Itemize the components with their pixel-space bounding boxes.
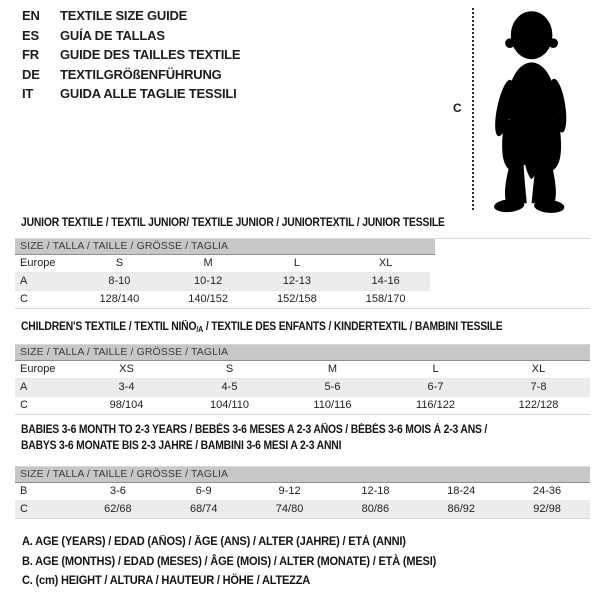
row-label: A (20, 381, 28, 393)
table-cell: 9-12 (278, 485, 301, 497)
junior-size-table (15, 238, 590, 309)
table-cell: S (115, 257, 124, 269)
children-title-subscript: /A (196, 325, 204, 334)
table-cell: 140/152 (188, 293, 228, 305)
children-size-table (15, 344, 590, 415)
legend-line-a: A. AGE (YEARS) / EDAD (AÑOS) / ÂGE (ANS) / ALTER (JAHRE) / ETÀ (ANNI) (22, 536, 406, 548)
table-row-height (15, 397, 590, 414)
table-cell: XL (378, 257, 393, 269)
height-measure-label: C (453, 101, 462, 115)
row-label: Europe (20, 257, 56, 269)
table-cell: 80/86 (361, 503, 390, 515)
table-cell: 152/158 (276, 293, 317, 305)
language-row (22, 45, 240, 65)
table-cell: L (432, 363, 439, 375)
language-row (22, 65, 240, 85)
children-section-title: CHILDREN'S TEXTILE / TEXTIL NIÑO/A / TEXTILE DES ENFANTS / KINDERTEXTIL / BAMBINI TESSILE (21, 321, 503, 334)
guide-title: TEXTILE SIZE GUIDE (60, 8, 188, 23)
table-row-age (15, 273, 430, 291)
row-label: C (20, 399, 28, 411)
table-cell: 86/92 (447, 503, 475, 515)
language-code: IT (22, 86, 34, 101)
height-measure-line (472, 8, 474, 210)
row-label: C (20, 293, 28, 305)
language-row (22, 26, 240, 46)
junior-section-title: JUNIOR TEXTILE / TEXTIL JUNIOR/ TEXTILE JUNIOR / JUNIORTEXTIL / JUNIOR TESSILE (21, 217, 445, 229)
table-cell: 14-16 (371, 275, 400, 287)
legend-line-c: C. (cm) HEIGHT / ALTURA / HAUTEUR / HÖHE / ALTEZZA (22, 575, 311, 587)
table-cell: 122/128 (518, 399, 559, 411)
table-cell: 116/122 (416, 399, 455, 411)
table-row-age (15, 379, 590, 397)
measure-legend (22, 533, 436, 592)
table-cell: 7-8 (530, 381, 547, 393)
table-cell: 98/104 (109, 399, 144, 411)
guide-title: GUÍA DE TALLAS (60, 27, 165, 43)
toddler-silhouette-icon (482, 8, 578, 216)
table-cell: 68/74 (189, 503, 218, 515)
table-cell: 104/110 (210, 399, 249, 411)
legend-line-b: B. AGE (MONTHS) / EDAD (MESES) / ÂGE (MOIS) / ALTER (MONATE) / ETÀ (MESI) (22, 555, 437, 568)
table-cell: 3-6 (109, 485, 126, 497)
table-cell: 6-7 (427, 381, 444, 393)
language-code: FR (22, 47, 39, 62)
row-label: A (20, 275, 28, 287)
guide-title: GUIDE DES TAILLES TEXTILE (60, 47, 241, 62)
table-cell: XL (531, 363, 546, 375)
table-cell: 128/140 (99, 293, 140, 305)
babies-title-line1: BABIES 3-6 MONTH TO 2-3 YEARS / BEBÉS 3-6 MESES A 2-3 AÑOS / BÉBÉS 3-6 MOIS À 2-3 ANS / (21, 424, 488, 436)
babies-title-line2: BABYS 3-6 MONATE BIS 2-3 JAHRE / BAMBINI 3-6 MESI A 2-3 ANNI (21, 440, 342, 452)
table-row-age-months (15, 483, 590, 501)
table-cell: L (293, 257, 300, 269)
table-row-europe (15, 361, 590, 379)
language-code: EN (22, 8, 40, 23)
table-cell: 74/80 (275, 503, 304, 515)
guide-title: GUIDA ALLE TAGLIE TESSILI (60, 86, 237, 101)
table-cell: 110/116 (313, 399, 352, 411)
table-cell: 5-6 (324, 381, 341, 393)
size-table-header: SIZE / TALLA / TAILLE / GRÖSSE / TAGLIA (15, 345, 590, 361)
language-code: DE (22, 66, 40, 82)
table-cell: M (327, 363, 338, 375)
guide-title: TEXTILGRÖßENFÜHRUNG (60, 66, 222, 82)
table-row-height (15, 501, 590, 518)
language-title-list (22, 6, 240, 104)
row-label: B (20, 485, 28, 497)
table-cell: 3-4 (118, 381, 135, 393)
table-cell: M (203, 257, 213, 269)
language-row (22, 84, 240, 104)
table-cell: 158/170 (365, 293, 406, 305)
size-table-header: SIZE / TALLA / TAILLE / GRÖSSE / TAGLIA (15, 239, 435, 255)
table-cell: 4-5 (221, 381, 238, 393)
table-cell: 8-10 (108, 275, 131, 287)
table-row-height (15, 291, 430, 308)
row-label: C (20, 503, 28, 515)
babies-section-title (21, 422, 487, 454)
table-cell: XS (119, 363, 134, 375)
row-label: Europe (20, 363, 56, 375)
table-cell: 92/98 (533, 503, 561, 515)
language-row (22, 6, 240, 26)
babies-size-table (15, 466, 590, 519)
table-cell: 12-13 (282, 275, 311, 287)
size-table-header: SIZE / TALLA / TAILLE / GRÖSSE / TAGLIA (15, 467, 590, 483)
table-cell: 18-24 (447, 485, 476, 497)
table-cell: 62/68 (104, 503, 132, 515)
language-code: ES (22, 27, 39, 43)
table-row-europe (15, 255, 430, 273)
table-cell: S (225, 363, 234, 375)
table-cell: 10-12 (194, 275, 223, 287)
table-cell: 24-36 (532, 485, 562, 497)
table-cell: 12-18 (361, 485, 390, 497)
table-cell: 6-9 (195, 485, 212, 497)
